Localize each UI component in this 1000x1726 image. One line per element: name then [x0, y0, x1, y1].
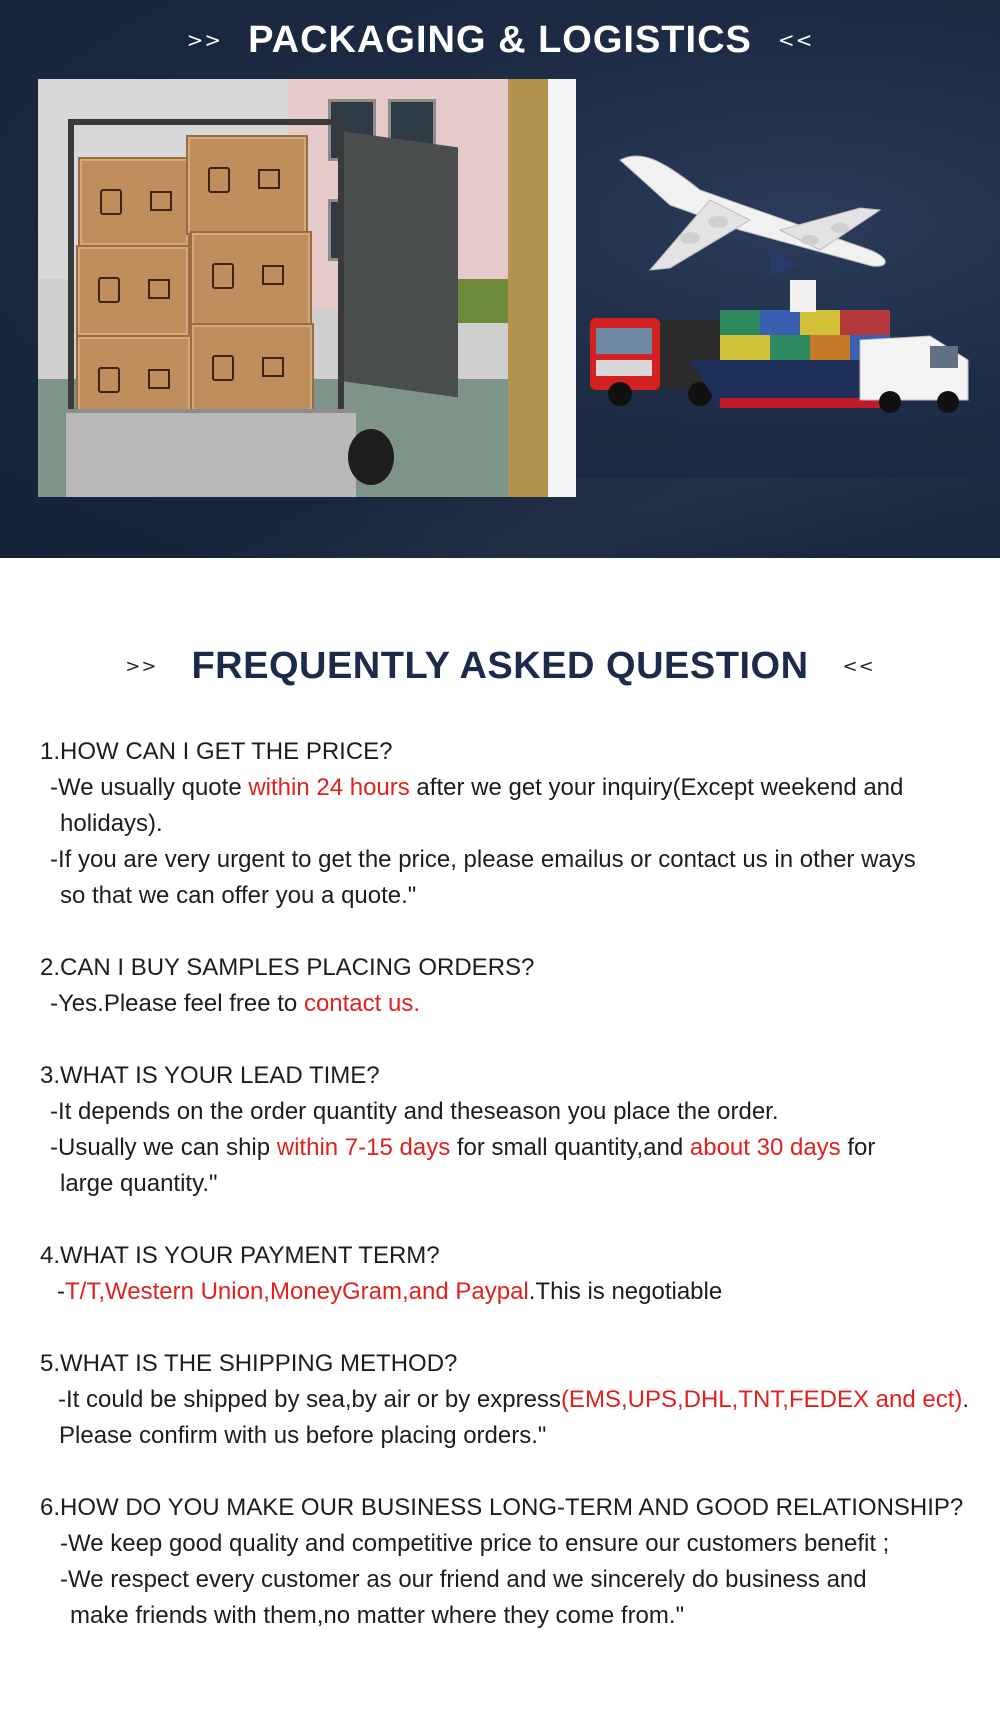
- faq-item-payment: [40, 1238, 980, 1310]
- banner-title-row: [0, 12, 1000, 68]
- faq-question: 6.HOW DO YOU MAKE OUR BUSINESS LONG-TERM AND GOOD RELATIONSHIP?: [40, 1494, 964, 1521]
- logistics-banner: [0, 0, 1000, 558]
- airplane-icon: [620, 156, 885, 275]
- faq-question: 2.CAN I BUY SAMPLES PLACING ORDERS?: [40, 954, 535, 981]
- answer-text: -: [57, 1278, 65, 1305]
- faq-answer: [40, 842, 980, 914]
- answer-text: after we get your inquiry(Except weekend and: [409, 774, 904, 801]
- answer-highlight: within 7-15 days: [276, 1134, 451, 1161]
- left-chevron-icon: >>: [186, 28, 223, 52]
- faq-item-lead-time: [40, 1058, 980, 1202]
- answer-text: -If you are very urgent to get the price, please emailus or contact us in other ways: [50, 846, 916, 873]
- answer-text: for: [840, 1134, 876, 1161]
- faq-answer: [40, 1418, 980, 1454]
- answer-text: make friends with them,no matter where they come from.": [70, 1602, 685, 1629]
- faq-item-samples: [40, 950, 980, 1022]
- faq-question: 3.WHAT IS YOUR LEAD TIME?: [40, 1062, 380, 1089]
- answer-text: .This is negotiable: [528, 1278, 723, 1305]
- faq-answer: [40, 1130, 980, 1202]
- answer-text: -We keep good quality and competitive price to ensure our customers benefit ;: [60, 1530, 890, 1557]
- faq-item-relationship: [40, 1490, 980, 1634]
- right-chevron-icon: <<: [777, 28, 814, 52]
- answer-highlight: T/T,Western Union,MoneyGram,and Paypal: [65, 1278, 529, 1305]
- faq-answer: [40, 1274, 980, 1310]
- answer-text: Please confirm with us before placing orders.": [59, 1422, 547, 1449]
- answer-text: holidays).: [60, 810, 163, 837]
- left-chevron-icon: >>: [125, 655, 158, 677]
- answer-text: so that we can offer you a quote.": [60, 882, 417, 909]
- answer-text: -We usually quote: [50, 774, 249, 801]
- answer-text: -Usually we can ship: [50, 1134, 277, 1161]
- answer-text: large quantity.": [60, 1170, 218, 1197]
- answer-text: -Yes.Please feel free to: [50, 990, 304, 1017]
- faq-answer: [40, 1382, 980, 1418]
- answer-text: -We respect every customer as our friend and we sincerely do business and: [60, 1566, 867, 1593]
- contact-us-link[interactable]: contact us.: [303, 990, 420, 1017]
- answer-text: -It could be shipped by sea,by air or by express: [58, 1386, 561, 1413]
- answer-text: for small quantity,and: [450, 1134, 690, 1161]
- faq-answer: [40, 770, 980, 842]
- answer-highlight: within 24 hours: [248, 774, 410, 801]
- transport-illustration: [590, 150, 970, 425]
- faq-answer: [40, 1562, 980, 1634]
- answer-text: .: [962, 1386, 970, 1413]
- loaded-truck-photo: [38, 79, 576, 497]
- faq-question: 5.WHAT IS THE SHIPPING METHOD?: [40, 1350, 458, 1377]
- right-chevron-icon: <<: [842, 655, 875, 677]
- faq-list: [40, 734, 980, 1634]
- answer-highlight: (EMS,UPS,DHL,TNT,FEDEX and ect): [560, 1386, 963, 1413]
- faq-title: FREQUENTLY ASKED QUESTION: [191, 644, 809, 687]
- banner-title: PACKAGING & LOGISTICS: [248, 18, 752, 61]
- faq-title-row: [0, 636, 1000, 696]
- faq-item-shipping: [40, 1346, 980, 1454]
- faq-question: 1.HOW CAN I GET THE PRICE?: [40, 738, 393, 765]
- answer-highlight: about 30 days: [689, 1134, 841, 1161]
- faq-answer: [40, 1094, 980, 1130]
- faq-answer: [40, 1526, 980, 1562]
- faq-answer: [40, 986, 980, 1022]
- faq-item-price: [40, 734, 980, 914]
- answer-text: -It depends on the order quantity and theseason you place the order.: [50, 1098, 779, 1125]
- faq-question: 4.WHAT IS YOUR PAYMENT TERM?: [40, 1242, 440, 1269]
